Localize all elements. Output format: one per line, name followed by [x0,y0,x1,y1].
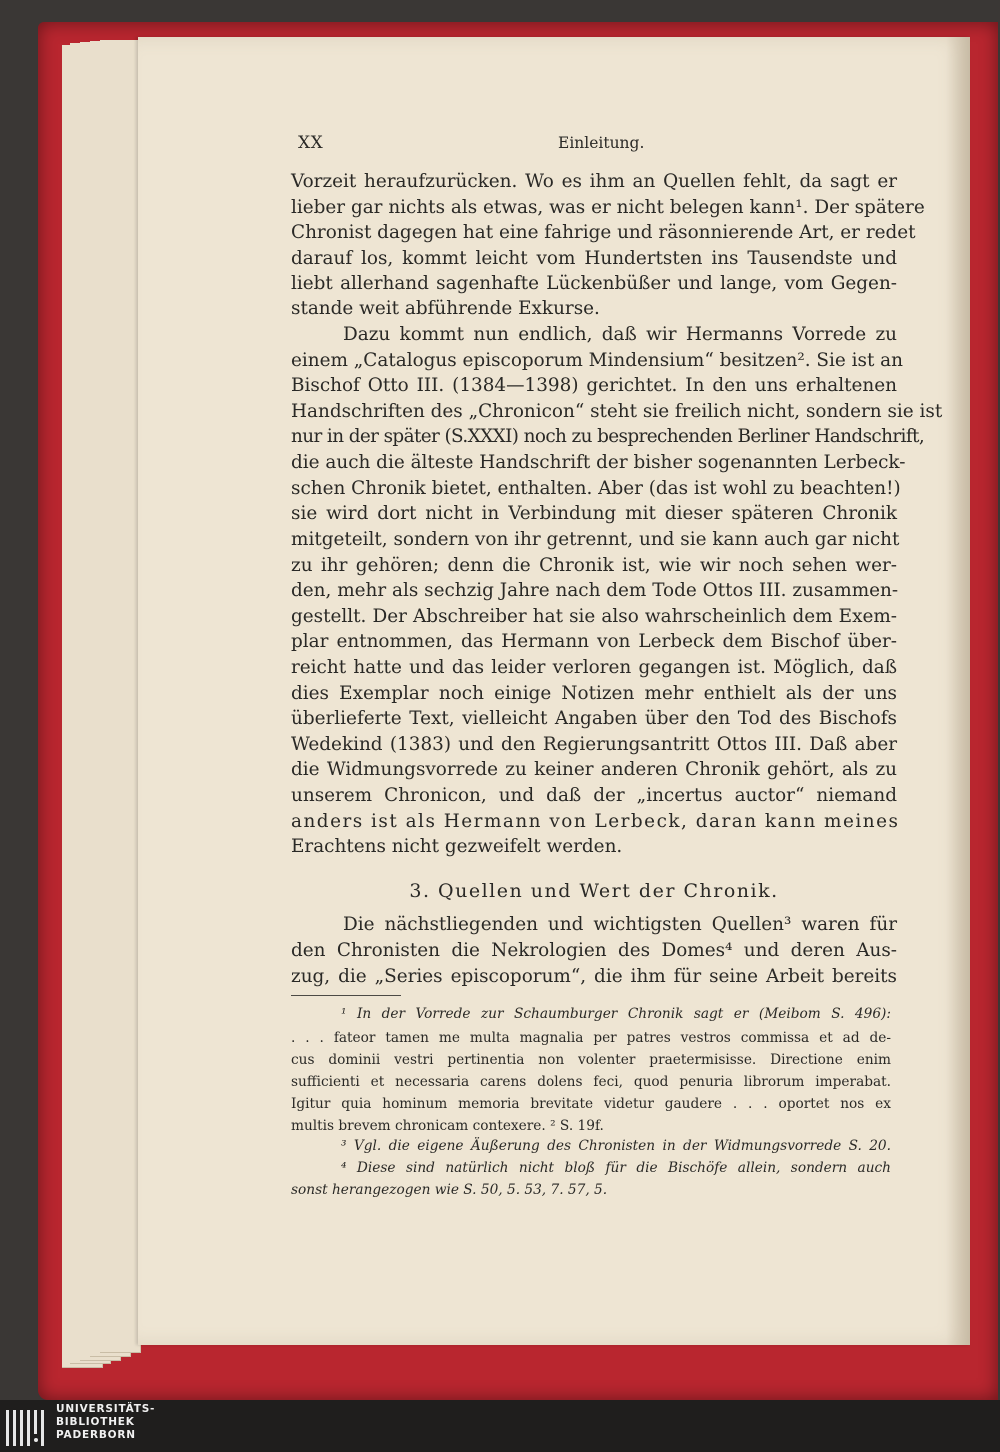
text-line: plar entnommen, das Hermann von Lerbeck dem Bischof über- [291,631,897,652]
footnote-line: ³ Vgl. die eigene Äußerung des Chronisten in der Widmungsvorrede S. 20. [341,1138,891,1154]
text-line: Wedekind (1383) und den Regierungsantritt Ottos III. Daß aber [291,734,897,755]
text-line: Dazu kommt nun endlich, daß wir Hermanns Vorrede zu [343,324,897,345]
text-line: zu ihr gehören; denn die Chronik ist, wie wir noch sehen wer- [291,555,897,576]
text-line: nur in der später (S.XXXI) noch zu besprechenden Berliner Handschrift, [291,426,925,447]
text-line: den Chronisten die Nekrologien des Domes⁴ und deren Aus- [291,940,897,961]
footnote-line: multis brevem chronicam contexere. ² S. 19f. [291,1118,604,1134]
text-line: gestellt. Der Abschreiber hat sie also wahrscheinlich dem Exem- [291,606,897,627]
footnote-line: sufficienti et necessaria carens dolens feci, quod penuria librorum imperabat. [291,1074,891,1090]
text-line: Bischof Otto III. (1384—1398) gerichtet. In den uns erhaltenen [291,375,897,396]
library-footer [0,1400,1000,1452]
footnote-line: . . . fateor tamen me multa magnalia per patres vestros commissa et ad de- [291,1030,891,1046]
footnote-line: ¹ In der Vorrede zur Schaumburger Chronik sagt er (Meibom S. 496): [341,1006,891,1022]
text-line: sie wird dort nicht in Verbindung mit dieser späteren Chronik [291,503,897,524]
text-line: liebt allerhand sagenhafte Lückenbüßer und lange, vom Gegen- [291,273,897,294]
page-number: XX [298,133,324,153]
text-line: stande weit abführende Exkurse. [291,298,600,319]
running-head [0,133,1000,155]
text-line: zug, die „Series episcoporum“, die ihm für seine Arbeit bereits [291,966,897,987]
text-line: Vorzeit heraufzurücken. Wo es ihm an Quellen fehlt, da sagt er [291,171,897,192]
footnote-line: Igitur quia hominum memoria brevitate videtur gaudere . . . oportet nos ex [291,1096,891,1112]
library-logo-icon [6,1410,50,1446]
page-edge [100,40,141,1353]
text-line: lieber gar nichts als etwas, was er nicht belegen kann¹. Der spätere [291,197,925,218]
text-line: darauf los, kommt leicht vom Hundertsten ins Tausendste und [291,248,897,269]
text-line: reicht hatte und das leider verloren gegangen ist. Möglich, daß [291,657,897,678]
text-line: anders ist als Hermann von Lerbeck, daran kann meines [291,811,900,832]
text-line: dies Exemplar noch einige Notizen mehr enthielt als der uns [291,683,897,704]
library-logo-text: UNIVERSITÄTS- BIBLIOTHEK PADERBORN [56,1403,156,1441]
text-line: überlieferte Text, vielleicht Angaben über den Tod des Bischofs [291,708,897,729]
text-line: Erachtens nicht gezweifelt werden. [291,836,623,857]
text-line: mitgeteilt, sondern von ihr getrennt, und sie kann auch gar nicht [291,529,900,550]
text-line: Handschriften des „Chronicon“ steht sie freilich nicht, sondern sie ist [291,401,943,422]
footnote-line: sonst herangezogen wie S. 50, 5. 53, 7. 57, 5. [291,1182,608,1198]
footnote-line: ⁴ Diese sind natürlich nicht bloß für die Bischöfe allein, sondern auch [341,1160,891,1176]
text-line: die auch die älteste Handschrift der bisher sogenannten Lerbeck- [291,452,906,473]
text-line: schen Chronik bietet, enthalten. Aber (das ist wohl zu beachten!) [291,478,901,499]
section-heading: 3. Quellen und Wert der Chronik. [409,880,779,902]
section-title: Einleitung. [558,134,645,152]
footnote-line: cus dominii vestri pertinentia non volenter praetermisisse. Directione enim [291,1052,891,1068]
text-line: die Widmungsvorrede zu keiner anderen Chronik gehört, als zu [291,759,897,780]
text-line: einem „Catalogus episcoporum Mindensium“ besitzen². Sie ist an [291,350,903,371]
text-line: den, mehr als sechzig Jahre nach dem Tode Ottos III. zusammen- [291,580,899,601]
footnote-rule [291,995,401,996]
text-line: Die nächstliegenden und wichtigsten Quellen³ waren für [343,914,897,935]
text-line: Chronist dagegen hat eine fahrige und räsonnierende Art, er redet [291,222,916,243]
text-line: unserem Chronicon, und daß der „incertus auctor“ niemand [291,785,897,806]
